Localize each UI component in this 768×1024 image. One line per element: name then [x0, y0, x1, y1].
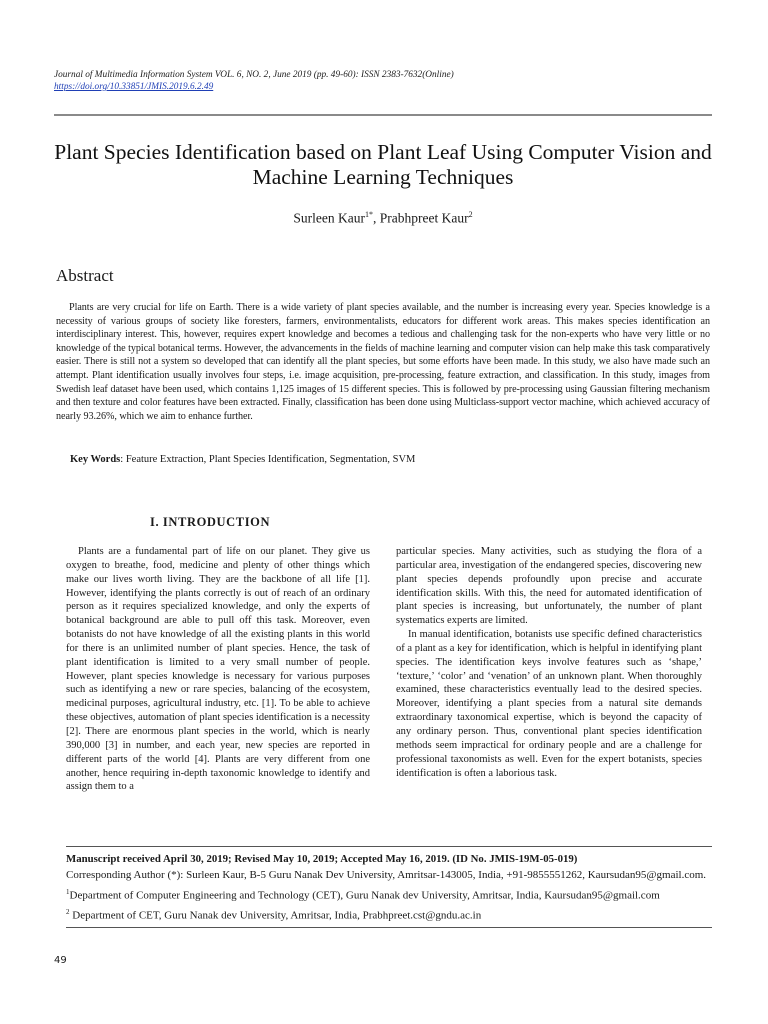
author-1: Surleen Kaur	[293, 210, 365, 226]
affiliation-2-marker: 2	[66, 907, 70, 916]
author-2-affiliation: 2	[468, 210, 473, 219]
author-1-affiliation: 1*	[365, 210, 373, 219]
journal-citation: Journal of Multimedia Information System VOL. 6, NO. 2, June 2019 (pp. 49-60): ISSN 2383-7632(Online)	[54, 70, 454, 80]
corresponding-author: Corresponding Author (*): Surleen Kaur, B-5 Guru Nanak Dev University, Amritsar-143005, India, +91-9855551262, Kaursudan95@gmail.com.	[66, 869, 707, 882]
abstract-heading: Abstract	[56, 266, 114, 285]
affiliation-2	[66, 904, 712, 924]
header-rule	[54, 114, 712, 116]
column-right	[396, 545, 702, 780]
keywords	[70, 454, 415, 465]
affiliation-1-text: Department of Computer Engineering and Technology (CET), Guru Nanak dev University, Amritsar, India, Kaursudan95@gmail.com	[69, 889, 660, 902]
footnote-box	[66, 846, 712, 928]
column-left	[66, 545, 370, 794]
affiliation-1-marker: 1	[66, 887, 70, 896]
intro-paragraph-2: In manual identification, botanists use specific defined characteristics of a plant as a key for identification, which is helpful in identifying plant species. The identification keys involve features such as ‘shape,’ ‘texture,’ ‘color’ and ‘venation’ of an unknown plant. When thoroughly examined, these characteristics eventually lead to the desired species. Moreover, identifying a plant species from a natural site demands extraordinary taxonomical expertise, which is beyond the capacity of any ordinary person. Thus, conventional plant species identification methods seem impractical for ordinary people and are a challenge for professional taxonomists as well. Even for the expert botanists, species identification is often a laborious task.	[396, 629, 702, 779]
paper-title: Plant Species Identification based on Plant Leaf Using Computer Vision and Machine Learning Techniques	[54, 140, 712, 189]
section-heading-introduction: I. INTRODUCTION	[150, 515, 271, 529]
doi-link[interactable]: https://doi.org/10.33851/JMIS.2019.6.2.49	[54, 82, 214, 92]
affiliation-2-text: Department of CET, Guru Nanak dev University, Amritsar, India, Prabhpreet.cst@gndu.ac.in	[69, 909, 482, 922]
author-line	[54, 210, 712, 227]
author-separator: ,	[373, 210, 380, 226]
keywords-label: Key Words	[70, 454, 121, 465]
author-2: Prabhpreet Kaur	[379, 210, 469, 226]
affiliation-1	[66, 884, 712, 904]
intro-paragraph-1-continued: particular species. Many activities, such as studying the flora of a particular area, investigation of the endangered species, discovering new plant species depends profoundly upon precise and accurate identification skills. With this, the need for automated identification of plant species is increasing, but unfortunately, the number of plant systematics experts are limited.	[396, 546, 702, 627]
manuscript-dates: Manuscript received April 30, 2019; Revised May 10, 2019; Accepted May 16, 2019. (ID No. JMIS-19M-05-019)	[66, 853, 578, 865]
abstract-text: Plants are very crucial for life on Earth. There is a wide variety of plant species available, and the number is increasing every year. Species knowledge is a necessity of various groups of society like foresters, farmers, environmentalists, educators for different work areas. This makes species identification an interdisciplinary interest. This, however, requires expert knowledge and becomes a tedious and challenging task for the non-experts who have very little or no knowledge of the typical botanical terms. However, the advancements in the fields of machine learning and computer vision can help make this task comparatively easier. There is still not a system so developed that can identify all the plant species, but some efforts have been made. In this study, we also have made such an attempt. Plant identification usually involves four steps, i.e. image acquisition, pre-processing, feature extraction, and classification. In this study, images from Swedish leaf dataset have been used, which contains 1,125 images of 15 different species. This is followed by pre-processing using Gaussian filtering mechanism and then texture and color features have been extracted. Finally, classification has been done using Multiclass-support vector machine, which achieved accuracy of nearly 93.26%, which we aim to enhance further.	[56, 302, 710, 422]
page-number: 49	[54, 955, 67, 966]
journal-header	[54, 69, 454, 93]
keywords-list: : Feature Extraction, Plant Species Identification, Segmentation, SVM	[120, 454, 416, 465]
intro-paragraph-1: Plants are a fundamental part of life on our planet. They give us oxygen to breathe, food, medicine and plenty of other things which make our lives worth living. They are the backbone of all life [1]. However, identifying the plants correctly is out of reach of an ordinary person as it requires specialized knowledge, and only the experts of botanical background are able to pull off this task. Moreover, even botanists do not have knowledge of all the existing plants in this world for there is an unlimited number of plant species. Hence, the task of plant identification is limited to a very small number of people. However, plant species knowledge is necessary for various purposes such as identifying a new or rare species, balancing of the ecosystem, medicinal purposes, agricultural industry, etc. [1]. To be able to achieve these objectives, automation of plant species identification is a necessity [2]. There are enormous plant species in the world, which is nearly 390,000 [3] in number, and each year, new species are reported in different parts of the world [4]. Plants are very different from one another, hence requiring in-depth taxonomic knowledge to identify and assign them to a	[66, 546, 370, 793]
